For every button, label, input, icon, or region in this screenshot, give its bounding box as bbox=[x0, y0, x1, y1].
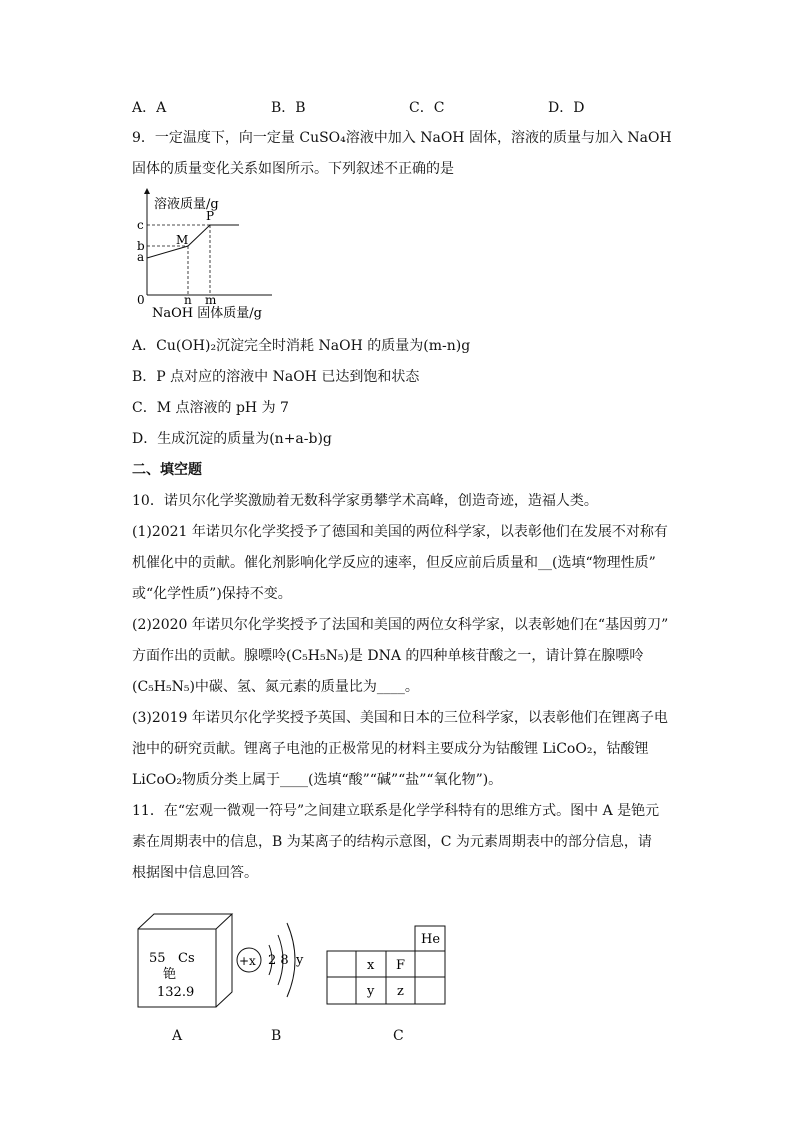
cs-symbol: Cs bbox=[178, 951, 195, 966]
q9-option-d: D．生成沉淀的质量为(n+a-b)g bbox=[132, 431, 332, 447]
q10-p1-line3: 或“化学性质”)保持不变。 bbox=[132, 586, 292, 602]
q9-option-b: B．P 点对应的溶液中 NaOH 已达到饱和状态 bbox=[132, 369, 420, 385]
cell-y: y bbox=[367, 984, 375, 999]
q11-figure-c bbox=[326, 925, 448, 1007]
graph-ylabel: 溶液质量/g bbox=[154, 197, 219, 212]
q9-stem-line2: 固体的质量变化关系如图所示。下列叙述不正确的是 bbox=[132, 161, 454, 177]
cell-he: He bbox=[421, 932, 441, 947]
cell-z: z bbox=[397, 984, 404, 999]
q10-p2-line2: 方面作出的贡献。腺嘌呤(C₅H₅N₅)是 DNA 的四种单核苷酸之一，请计算在腺嘌呤 bbox=[132, 648, 644, 664]
q10-p2-line1: (2)2020 年诺贝尔化学奖授予了法国和美国的两位女科学家，以表彰她们在“基因剪刀” bbox=[132, 617, 669, 633]
graph-point-m: M bbox=[176, 233, 189, 247]
section-title: 二、填空题 bbox=[132, 462, 202, 478]
q11-stem-line1: 11．在“宏观一微观一符号”之间建立联系是化学学科特有的思维方式。图中 A 是铯元 bbox=[132, 803, 660, 819]
q10-intro: 10．诺贝尔化学奖激励着无数科学家勇攀学术高峰，创造奇迹，造福人类。 bbox=[132, 493, 598, 509]
q11-figure-a bbox=[136, 912, 236, 1012]
q10-p3-line1: (3)2019 年诺贝尔化学奖授予英国、美国和日本的三位科学家，以表彰他们在锂离子电 bbox=[132, 710, 668, 726]
graph-point-p: P bbox=[206, 209, 215, 223]
q10-p1-line2: 机催化中的贡献。催化剂影响化学反应的速率，但反应前后质量和__(选填“物理性质” bbox=[132, 555, 656, 571]
q9-option-a: A．Cu(OH)₂沉淀完全时消耗 NaOH 的质量为(m-n)g bbox=[132, 338, 471, 354]
q10-p3-line2: 池中的研究贡献。锂离子电池的正极常见的材料主要成分为钴酸锂 LiCoO₂，钴酸锂 bbox=[132, 741, 649, 757]
graph-xlabel: NaOH 固体质量/g bbox=[152, 306, 262, 321]
q8-option-d: D．D bbox=[548, 100, 585, 116]
q11-stem-line2: 素在周期表中的信息，B 为某离子的结构示意图，C 为元素周期表中的部分信息，请 bbox=[132, 834, 652, 850]
electron-shells: 2 8 bbox=[268, 953, 289, 968]
nucleus-charge: +x bbox=[239, 954, 256, 968]
graph-tick-b: b bbox=[137, 239, 145, 253]
cs-atomic-number: 55 bbox=[149, 951, 166, 966]
graph-tick-m: m bbox=[205, 293, 217, 307]
q10-p3-line3: LiCoO₂物质分类上属于____(选填“酸”“碱”“盐”“氧化物”)。 bbox=[132, 772, 503, 788]
q9-option-c: C．M 点溶液的 pH 为 7 bbox=[132, 400, 289, 416]
figure-label-b: B bbox=[271, 1028, 282, 1044]
cs-mass: 132.9 bbox=[157, 985, 195, 1000]
q11-stem-line3: 根据图中信息回答。 bbox=[132, 865, 258, 881]
q10-p1-line1: (1)2021 年诺贝尔化学奖授予了德国和美国的两位科学家，以表彰他们在发展不对称有 bbox=[132, 524, 668, 540]
q10-p2-line3: (C₅H₅N₅)中碳、氢、氮元素的质量比为____。 bbox=[132, 679, 419, 695]
q8-option-a: A．A bbox=[132, 100, 167, 116]
q9-graph bbox=[132, 188, 282, 323]
figure-label-c: C bbox=[393, 1028, 404, 1044]
graph-tick-a: a bbox=[137, 250, 145, 264]
q8-option-b: B．B bbox=[271, 100, 306, 116]
cs-name: 铯 bbox=[163, 967, 177, 982]
figure-label-a: A bbox=[172, 1028, 183, 1044]
q9-stem-line1: 9．一定温度下，向一定量 CuSO₄溶液中加入 NaOH 固体，溶液的质量与加入 NaOH bbox=[132, 130, 672, 146]
outer-electrons: y bbox=[296, 953, 304, 968]
graph-tick-n: n bbox=[184, 293, 192, 307]
graph-curve bbox=[147, 225, 239, 258]
cell-f: F bbox=[396, 958, 406, 973]
q11-figure-b bbox=[232, 905, 317, 1005]
cell-x: x bbox=[367, 958, 375, 973]
graph-origin: 0 bbox=[137, 293, 145, 307]
q8-option-c: C．C bbox=[409, 100, 445, 116]
graph-tick-c: c bbox=[137, 218, 144, 232]
